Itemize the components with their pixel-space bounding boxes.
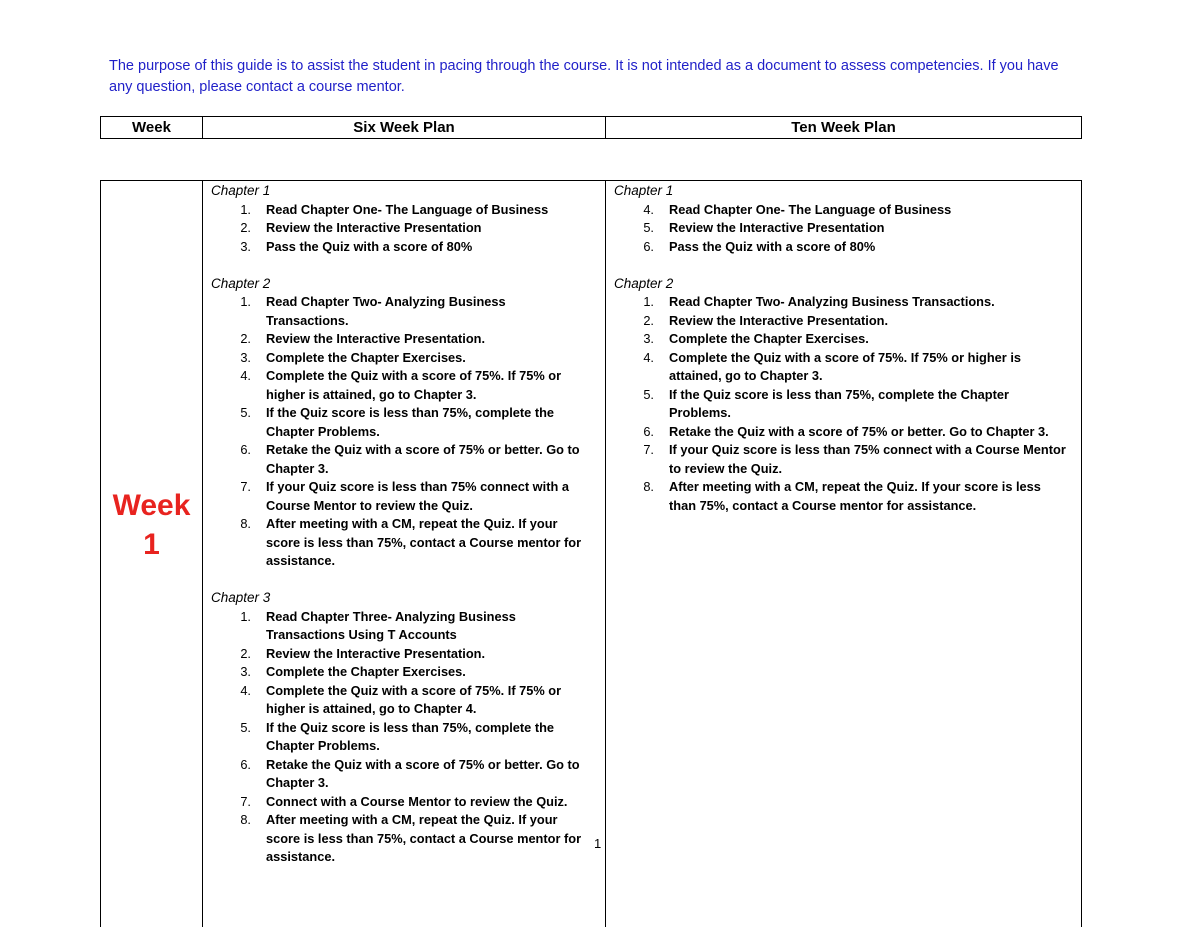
step-number: 8. (643, 479, 654, 494)
step-item (614, 423, 1081, 442)
chapter-title: Chapter 1 (614, 183, 674, 198)
step-item (211, 663, 605, 682)
step-item (614, 386, 1081, 423)
step-number: 3. (240, 664, 251, 679)
step-item (211, 645, 605, 664)
step-item (211, 367, 605, 404)
step-item (211, 293, 605, 330)
step-text: Read Chapter Three- Analyzing Business Transactions Using T Accounts (266, 608, 516, 642)
step-number: 5. (643, 386, 654, 402)
step-text: Retake the Quiz with a score of 75% or better. Go to Chapter 3. (266, 442, 580, 476)
step-list (614, 201, 1081, 257)
step-text: Connect with a Course Mentor to review the Quiz. (266, 793, 568, 809)
step-item (211, 719, 605, 756)
step-text: Review the Interactive Presentation (669, 220, 885, 235)
step-item (211, 515, 605, 571)
step-number: 4. (240, 682, 251, 698)
chapter-block (614, 275, 1081, 516)
step-number: 7. (240, 793, 251, 809)
step-item (211, 349, 605, 368)
step-list (211, 201, 605, 257)
step-text: After meeting with a CM, repeat the Quiz. If your score is less than 75%, contact a Course mentor for assistance. (669, 479, 1041, 513)
step-text: Read Chapter Two- Analyzing Business Transactions. (669, 294, 995, 309)
step-text: Retake the Quiz with a score of 75% or better. Go to Chapter 3. (669, 423, 1049, 439)
step-number: 2. (240, 331, 251, 346)
step-number: 6. (643, 238, 654, 254)
step-text: After meeting with a CM, repeat the Quiz. If your score is less than 75%, contact a Course mentor for assistance. (266, 516, 582, 568)
header-ten-week-plan: Ten Week Plan (791, 119, 896, 136)
step-item (211, 201, 605, 220)
step-item (614, 349, 1081, 386)
step-item (614, 201, 1081, 220)
step-item (211, 608, 605, 645)
step-number: 3. (643, 331, 654, 346)
step-number: 4. (643, 201, 654, 217)
step-item (211, 404, 605, 441)
step-text: Read Chapter One- The Language of Business (669, 201, 952, 217)
step-text: Pass the Quiz with a score of 80% (266, 238, 473, 254)
step-text: Complete the Quiz with a score of 75%. If 75% or higher is attained, go to Chapter 3. (266, 368, 562, 402)
six-week-plan (203, 181, 605, 867)
step-text: Complete the Chapter Exercises. (266, 349, 466, 365)
step-item (614, 219, 1081, 238)
step-text: Review the Interactive Presentation. (266, 331, 486, 346)
chapter-block (211, 589, 605, 867)
step-text: Read Chapter One- The Language of Business (266, 201, 549, 217)
ten-week-plan (606, 181, 1081, 515)
step-number: 5. (240, 719, 251, 735)
step-number: 1. (240, 294, 251, 309)
week-label-word: Week (112, 489, 191, 522)
step-item (211, 682, 605, 719)
page-number: 1 (594, 836, 602, 851)
step-text: Pass the Quiz with a score of 80% (669, 238, 876, 254)
step-item (211, 330, 605, 349)
step-text: If the Quiz score is less than 75%, complete the Chapter Problems. (266, 405, 555, 439)
step-text: Complete the Quiz with a score of 75%. If 75% or higher is attained, go to Chapter 4. (266, 682, 562, 716)
step-number: 7. (240, 479, 251, 494)
step-number: 6. (240, 442, 251, 457)
step-number: 3. (240, 349, 251, 365)
step-text: If your Quiz score is less than 75% connect with a Course Mentor to review the Quiz. (266, 479, 569, 513)
step-number: 2. (643, 312, 654, 328)
header-week: Week (101, 117, 203, 138)
step-item (211, 793, 605, 812)
chapter-title: Chapter 2 (614, 275, 674, 291)
step-text: Review the Interactive Presentation. (266, 645, 486, 661)
step-item (211, 238, 605, 257)
step-item (211, 811, 605, 867)
step-number: 7. (643, 442, 654, 457)
chapter-title: Chapter 2 (211, 275, 271, 291)
six-week-column (203, 181, 606, 927)
step-number: 6. (240, 756, 251, 772)
step-number: 3. (240, 238, 251, 254)
week-label-number: 1 (143, 528, 160, 561)
step-number: 2. (240, 645, 251, 661)
step-list (614, 293, 1081, 515)
header-six-week-plan: Six Week Plan (203, 117, 606, 138)
chapter-block (614, 182, 1081, 256)
step-number: 1. (240, 608, 251, 624)
step-item (614, 238, 1081, 257)
chapter-block (211, 275, 605, 571)
week-label (101, 486, 202, 564)
step-text: Complete the Quiz with a score of 75%. If 75% or higher is attained, go to Chapter 3. (669, 349, 1021, 383)
chapter-title: Chapter 3 (211, 590, 271, 605)
step-list (211, 608, 605, 867)
step-number: 5. (240, 405, 251, 420)
step-number: 5. (643, 220, 654, 235)
step-text: Complete the Chapter Exercises. (266, 664, 466, 679)
step-number: 1. (643, 294, 654, 309)
step-item (211, 478, 605, 515)
step-text: After meeting with a CM, repeat the Quiz. If your score is less than 75%, contact a Course mentor for assistance. (266, 812, 582, 864)
step-item (211, 219, 605, 238)
step-text: Retake the Quiz with a score of 75% or better. Go to Chapter 3. (266, 756, 580, 790)
step-item (614, 312, 1081, 331)
step-text: Review the Interactive Presentation (266, 220, 482, 235)
step-number: 4. (240, 368, 251, 383)
week-column (101, 181, 203, 927)
step-item (614, 330, 1081, 349)
step-number: 8. (240, 812, 251, 827)
step-number: 1. (240, 201, 251, 217)
step-item (211, 441, 605, 478)
step-number: 4. (643, 349, 654, 365)
step-text: If your Quiz score is less than 75% connect with a Course Mentor to review the Quiz. (669, 442, 1066, 476)
intro-paragraph: The purpose of this guide is to assist the student in pacing through the course. It is not intended as a document to assess competencies. If you have any question, please contact a course mentor. (109, 58, 1059, 95)
step-item (211, 756, 605, 793)
step-list (211, 293, 605, 571)
step-number: 2. (240, 220, 251, 235)
step-item (614, 293, 1081, 312)
chapter-title: Chapter 1 (211, 183, 271, 198)
schedule-table (100, 180, 1082, 927)
chapter-block (211, 182, 605, 256)
step-item (614, 441, 1081, 478)
step-item (614, 478, 1081, 515)
step-text: If the Quiz score is less than 75%, complete the Chapter Problems. (266, 719, 555, 753)
ten-week-column (606, 181, 1081, 927)
header-table (100, 116, 1082, 139)
step-text: If the Quiz score is less than 75%, complete the Chapter Problems. (669, 386, 1009, 420)
step-text: Review the Interactive Presentation. (669, 312, 889, 328)
step-number: 6. (643, 423, 654, 439)
step-text: Complete the Chapter Exercises. (669, 331, 869, 346)
step-text: Read Chapter Two- Analyzing Business Transactions. (266, 294, 506, 328)
step-number: 8. (240, 516, 251, 531)
